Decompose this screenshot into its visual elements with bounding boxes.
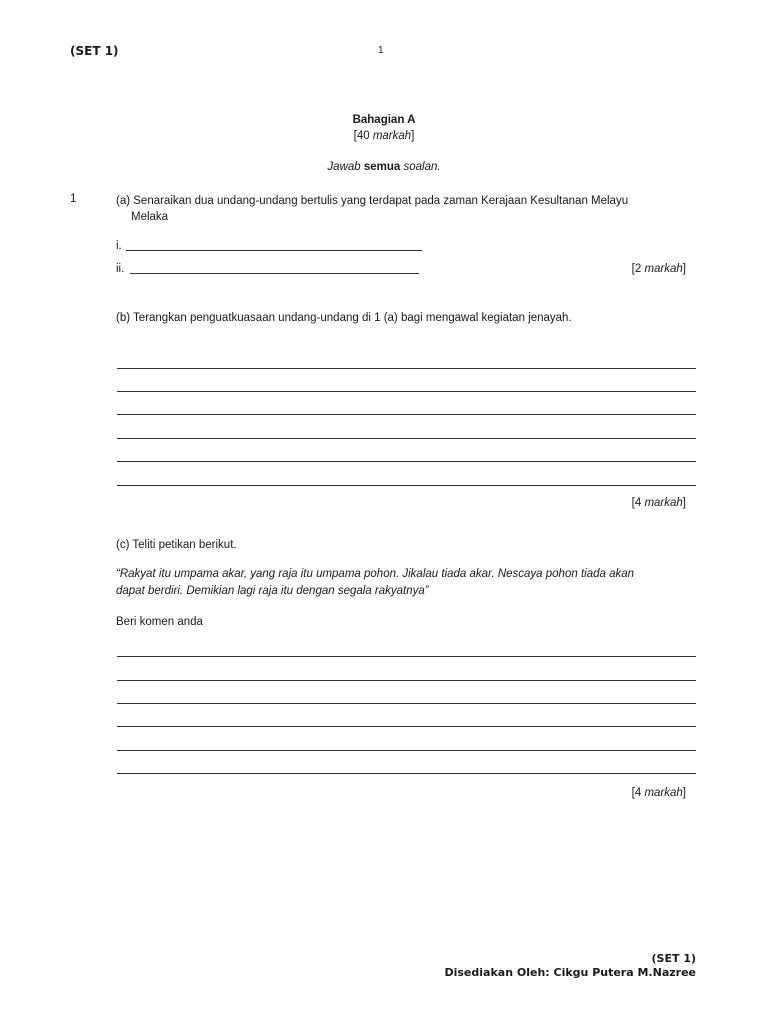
- answer-item-i-label: i.: [116, 240, 122, 252]
- section-marks-suffix: ]: [411, 130, 415, 142]
- answer-item-ii-label: ii.: [116, 263, 125, 275]
- question-number: 1: [70, 193, 77, 205]
- answer-item-i: [116, 240, 122, 252]
- question-b-marks-suffix: ]: [682, 497, 686, 509]
- question-b-marks-prefix: [4: [631, 497, 645, 509]
- footer: [444, 952, 696, 980]
- instruction-pre: Jawab: [327, 161, 364, 173]
- section-marks-word: markah: [372, 130, 412, 142]
- question-a-marks-suffix: ]: [682, 263, 686, 275]
- header-set-label: (SET 1): [70, 44, 119, 58]
- answer-line-b-1[interactable]: [117, 368, 696, 369]
- question-a-text: [116, 193, 696, 225]
- question-a-marks: [632, 263, 686, 275]
- question-b-text: (b) Terangkan penguatkuasaan undang-undang di 1 (a) bagi mengawal kegiatan jenayah.: [116, 312, 572, 324]
- question-c-text: (c) Teliti petikan berikut.: [116, 539, 237, 551]
- answer-line-b-4[interactable]: [117, 438, 696, 439]
- instruction-bold: semua: [363, 161, 401, 173]
- page-number: 1: [378, 45, 384, 56]
- quote-line-2: dapat berdiri. Demikian lagi raja itu dengan segala rakyatnya”: [116, 585, 429, 597]
- answer-line-b-5[interactable]: [117, 461, 696, 462]
- answer-line-b-6[interactable]: [117, 485, 696, 486]
- answer-line-c-5[interactable]: [117, 750, 696, 751]
- question-b-marks: [632, 497, 686, 509]
- question-a-marks-prefix: [2: [631, 263, 645, 275]
- section-marks-prefix: [40: [353, 130, 373, 142]
- instruction-post: soalan.: [400, 161, 441, 173]
- question-c-prompt: Beri komen anda: [116, 616, 203, 628]
- quote-block: [116, 566, 696, 600]
- question-c-marks: [632, 787, 686, 799]
- answer-line-b-2[interactable]: [117, 391, 696, 392]
- footer-set-label: (SET 1): [651, 952, 696, 965]
- answer-line-c-3[interactable]: [117, 703, 696, 704]
- answer-line-c-4[interactable]: [117, 726, 696, 727]
- section-title: Bahagian A: [352, 114, 416, 126]
- footer-prepared-by: Disediakan Oleh: Cikgu Putera M.Nazree: [444, 966, 696, 979]
- answer-line-i[interactable]: [126, 250, 422, 251]
- question-a-line1: (a) Senaraikan dua undang-undang bertulis yang terdapat pada zaman Kerajaan Kesultanan Melayu: [116, 195, 629, 207]
- question-c-marks-word: markah: [644, 787, 683, 799]
- answer-line-c-6[interactable]: [117, 773, 696, 774]
- answer-line-c-1[interactable]: [117, 656, 696, 657]
- question-a-marks-word: markah: [644, 263, 683, 275]
- question-c-marks-suffix: ]: [682, 787, 686, 799]
- question-c-marks-prefix: [4: [631, 787, 645, 799]
- question-b-marks-word: markah: [644, 497, 683, 509]
- answer-item-ii: [116, 263, 124, 275]
- instruction: [0, 161, 768, 173]
- section-marks: [0, 130, 768, 142]
- quote-line-1: “Rakyat itu umpama akar, yang raja itu umpama pohon. Jikalau tiada akar. Nescaya pohon tiada akan: [116, 568, 635, 580]
- question-a-line2: Melaka: [131, 211, 169, 223]
- answer-line-ii[interactable]: [130, 273, 419, 274]
- answer-line-c-2[interactable]: [117, 680, 696, 681]
- answer-line-b-3[interactable]: [117, 414, 696, 415]
